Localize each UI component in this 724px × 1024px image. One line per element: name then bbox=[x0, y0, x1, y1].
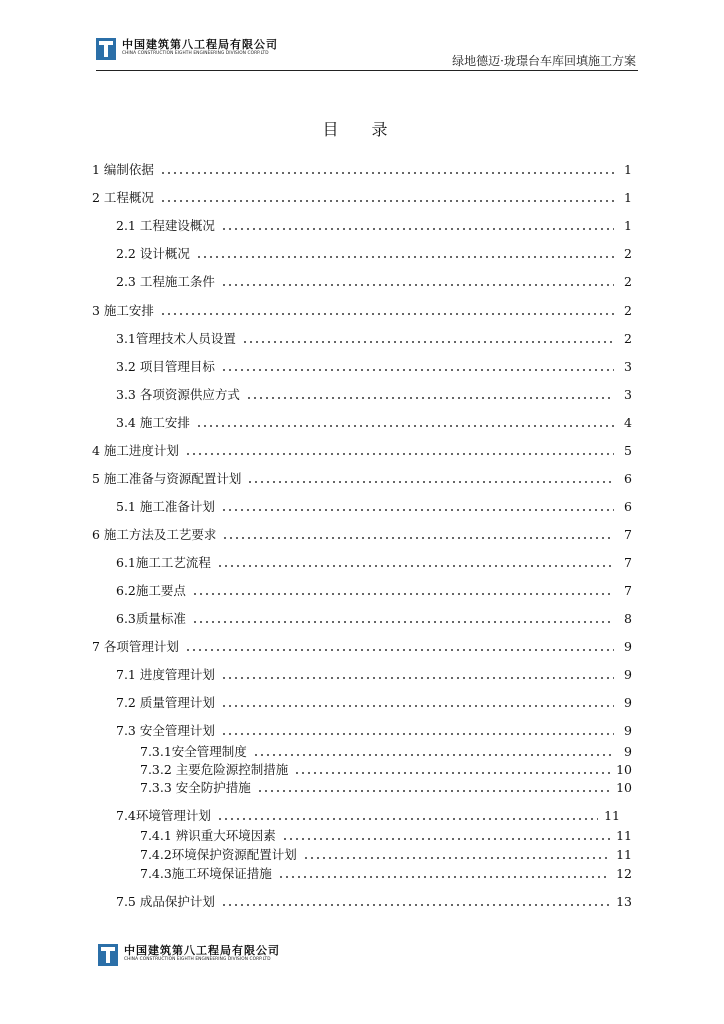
toc-dot-leader bbox=[221, 369, 614, 371]
toc-entry[interactable] bbox=[116, 272, 632, 290]
toc-entry-page: 9 bbox=[624, 743, 632, 759]
toc-entry-label: 3 施工安排 bbox=[92, 303, 154, 318]
toc-entry[interactable] bbox=[116, 892, 632, 910]
toc-entry-label: 2.2 设计概况 bbox=[116, 246, 190, 261]
toc-entry[interactable] bbox=[116, 329, 632, 347]
toc-entry[interactable] bbox=[116, 693, 632, 711]
toc-entry-page: 5 bbox=[624, 442, 632, 458]
toc-title: 目 录 bbox=[322, 120, 402, 139]
toc-entry[interactable] bbox=[92, 301, 632, 319]
toc-entry-page: 1 bbox=[624, 161, 632, 177]
toc-dot-leader bbox=[221, 509, 614, 511]
toc-entry[interactable] bbox=[140, 760, 632, 778]
toc-entry[interactable] bbox=[116, 497, 632, 515]
toc-dot-leader bbox=[303, 857, 610, 859]
footer-logo-icon bbox=[98, 944, 118, 966]
toc-entry[interactable] bbox=[140, 864, 632, 882]
toc-entry[interactable] bbox=[140, 845, 632, 863]
toc-entry-label: 2.3 工程施工条件 bbox=[116, 274, 215, 289]
toc-entry[interactable] bbox=[116, 806, 620, 824]
toc-entry-page: 2 bbox=[624, 273, 632, 289]
company-logo-icon bbox=[96, 38, 116, 60]
toc-entry-label: 7.4.3施工环境保证措施 bbox=[140, 866, 272, 881]
toc-entry-label: 3.3 各项资源供应方式 bbox=[116, 387, 240, 402]
footer-company-name-cn: 中国建筑第八工程局有限公司 bbox=[124, 944, 280, 957]
toc-dot-leader bbox=[221, 733, 614, 735]
company-logo bbox=[96, 38, 278, 60]
toc-entry-page: 12 bbox=[616, 865, 632, 881]
page-footer bbox=[98, 944, 280, 966]
toc-entry-page: 7 bbox=[624, 554, 632, 570]
toc-entry-page: 11 bbox=[604, 807, 620, 823]
toc-entry[interactable] bbox=[116, 609, 632, 627]
toc-entry-page: 9 bbox=[624, 722, 632, 738]
company-name-en: CHINA CONSTRUCTION EIGHTH ENGINEERING DIVISION CORP.LTD bbox=[122, 51, 269, 56]
toc-entry-page: 10 bbox=[616, 761, 632, 777]
toc-entry[interactable] bbox=[92, 637, 632, 655]
toc-dot-leader bbox=[246, 397, 614, 399]
toc-entry-label: 2.1 工程建设概况 bbox=[116, 218, 215, 233]
toc-entry-page: 10 bbox=[616, 779, 632, 795]
toc-entry-page: 1 bbox=[624, 217, 632, 233]
toc-dot-leader bbox=[282, 838, 610, 840]
toc-entry-label: 2 工程概况 bbox=[92, 190, 154, 205]
toc-dot-leader bbox=[222, 537, 614, 539]
toc-dot-leader bbox=[160, 313, 614, 315]
company-name-cn: 中国建筑第八工程局有限公司 bbox=[122, 38, 278, 51]
toc-entry[interactable] bbox=[116, 665, 632, 683]
toc-entry-label: 4 施工进度计划 bbox=[92, 443, 179, 458]
toc-dot-leader bbox=[221, 677, 614, 679]
toc-dot-leader bbox=[221, 284, 614, 286]
toc-entry-label: 6 施工方法及工艺要求 bbox=[92, 527, 217, 542]
toc-dot-leader bbox=[192, 593, 614, 595]
toc-entry-label: 5 施工准备与资源配置计划 bbox=[92, 471, 242, 486]
toc-entry-page: 13 bbox=[616, 893, 632, 909]
toc-entry-page: 9 bbox=[624, 638, 632, 654]
toc-dot-leader bbox=[221, 904, 610, 906]
toc-entry[interactable] bbox=[116, 244, 632, 262]
toc-dot-leader bbox=[185, 649, 614, 651]
toc-entry-page: 7 bbox=[624, 582, 632, 598]
toc-entry-page: 11 bbox=[616, 827, 632, 843]
toc-dot-leader bbox=[257, 790, 610, 792]
toc-entry-page: 9 bbox=[624, 666, 632, 682]
toc-dot-leader bbox=[160, 172, 614, 174]
toc-entry-page: 1 bbox=[624, 189, 632, 205]
toc-entry-page: 7 bbox=[624, 526, 632, 542]
toc-entry-label: 7.3 安全管理计划 bbox=[116, 723, 215, 738]
toc-entry-page: 4 bbox=[624, 414, 632, 430]
toc-entry-label: 5.1 施工准备计划 bbox=[116, 499, 215, 514]
toc-entry[interactable] bbox=[140, 778, 632, 796]
toc-entry[interactable] bbox=[92, 469, 632, 487]
toc-dot-leader bbox=[242, 341, 614, 343]
toc-entry-label: 7.4.1 辨识重大环境因素 bbox=[140, 828, 276, 843]
toc-dot-leader bbox=[221, 228, 614, 230]
toc-entry[interactable] bbox=[92, 160, 632, 178]
toc-dot-leader bbox=[217, 818, 598, 820]
toc-dot-leader bbox=[192, 621, 614, 623]
toc-entry[interactable] bbox=[92, 441, 632, 459]
toc-dot-leader bbox=[196, 256, 614, 258]
toc-entry-page: 2 bbox=[624, 302, 632, 318]
toc-entry-label: 7.5 成品保护计划 bbox=[116, 894, 215, 909]
toc-entry-page: 2 bbox=[624, 245, 632, 261]
toc-dot-leader bbox=[160, 200, 614, 202]
document-title: 绿地德迈·珑璟台车库回填施工方案 bbox=[452, 54, 636, 68]
toc-entry[interactable] bbox=[140, 826, 632, 844]
toc-entry-label: 7.2 质量管理计划 bbox=[116, 695, 215, 710]
toc-entry-page: 11 bbox=[616, 846, 632, 862]
toc-dot-leader bbox=[196, 425, 614, 427]
toc-entry-label: 7.1 进度管理计划 bbox=[116, 667, 215, 682]
toc-entry-label: 6.2施工要点 bbox=[116, 583, 186, 598]
toc-dot-leader bbox=[221, 705, 614, 707]
toc-entry-label: 6.3质量标准 bbox=[116, 611, 186, 626]
toc-entry[interactable] bbox=[116, 721, 632, 739]
toc-entry-label: 1 编制依据 bbox=[92, 162, 154, 177]
toc-entry-label: 7.3.2 主要危险源控制措施 bbox=[140, 762, 289, 777]
toc-entry-page: 9 bbox=[624, 694, 632, 710]
toc-entry-page: 8 bbox=[624, 610, 632, 626]
toc-dot-leader bbox=[185, 453, 614, 455]
toc-entry[interactable] bbox=[116, 216, 632, 234]
footer-company-name-en: CHINA CONSTRUCTION EIGHTH ENGINEERING DIVISION CORP.LTD bbox=[124, 957, 271, 962]
page-header bbox=[96, 36, 638, 71]
toc-entry[interactable] bbox=[140, 742, 632, 760]
toc-dot-leader bbox=[217, 565, 614, 567]
toc-entry-label: 7.3.1安全管理制度 bbox=[140, 744, 247, 759]
toc-entry-label: 3.2 项目管理目标 bbox=[116, 359, 215, 374]
toc-entry-page: 6 bbox=[624, 498, 632, 514]
toc-entry-page: 3 bbox=[624, 358, 632, 374]
toc-entry[interactable] bbox=[92, 188, 632, 206]
toc-dot-leader bbox=[294, 772, 610, 774]
toc-entry-page: 6 bbox=[624, 470, 632, 486]
toc-entry-label: 7 各项管理计划 bbox=[92, 639, 179, 654]
toc-entry-label: 7.4.2环境保护资源配置计划 bbox=[140, 847, 297, 862]
toc-entry-label: 7.3.3 安全防护措施 bbox=[140, 780, 251, 795]
toc-entry[interactable] bbox=[116, 553, 632, 571]
toc-dot-leader bbox=[278, 876, 610, 878]
toc-entry-page: 3 bbox=[624, 386, 632, 402]
toc-entry-label: 3.1管理技术人员设置 bbox=[116, 331, 236, 346]
toc-entry[interactable] bbox=[116, 413, 632, 431]
toc-entry[interactable] bbox=[92, 525, 632, 543]
toc-entry-label: 3.4 施工安排 bbox=[116, 415, 190, 430]
toc-dot-leader bbox=[253, 754, 614, 756]
toc-entry[interactable] bbox=[116, 581, 632, 599]
toc-entry-label: 7.4环境管理计划 bbox=[116, 808, 211, 823]
toc-entry-page: 2 bbox=[624, 330, 632, 346]
toc-entry[interactable] bbox=[116, 357, 632, 375]
toc-dot-leader bbox=[247, 481, 614, 483]
toc-entry-label: 6.1施工工艺流程 bbox=[116, 555, 211, 570]
toc-entry[interactable] bbox=[116, 385, 632, 403]
